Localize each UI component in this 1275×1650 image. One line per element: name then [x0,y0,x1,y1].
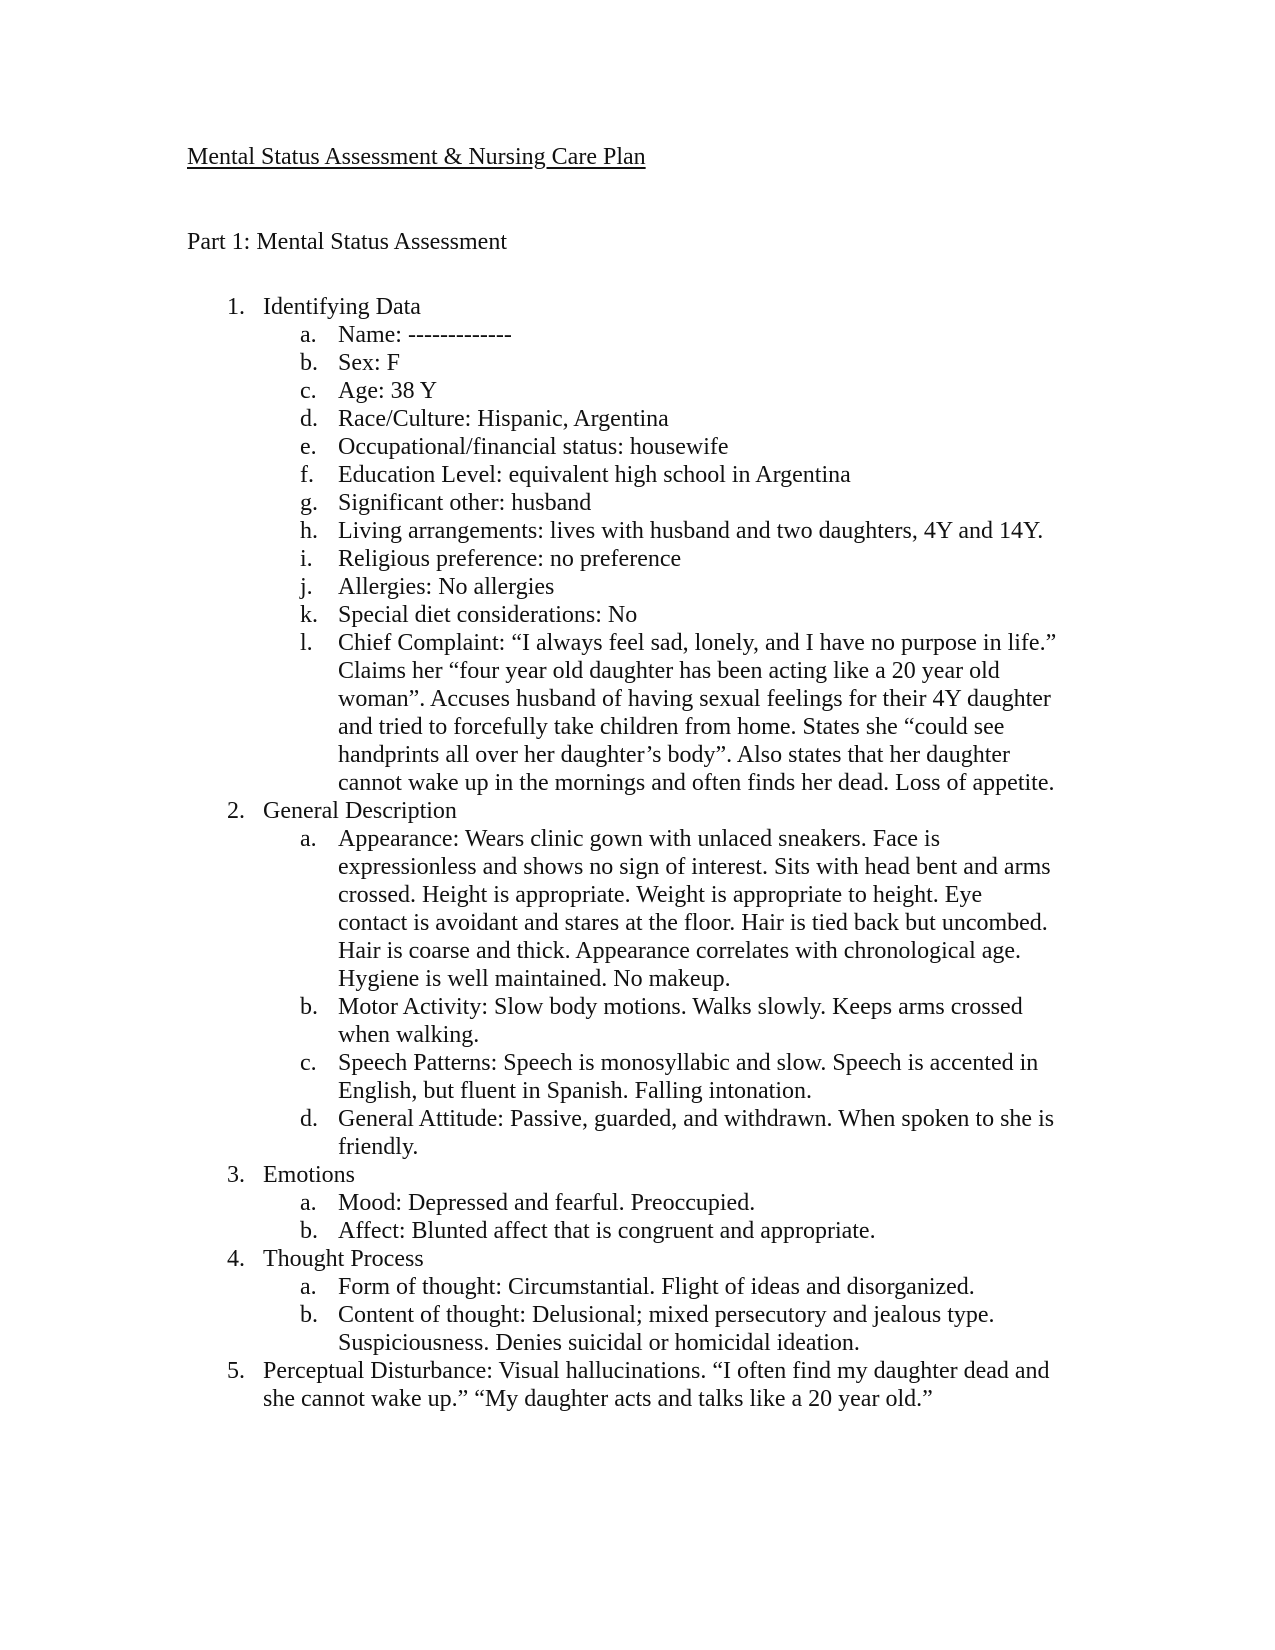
list-item [0,1217,1275,1245]
item-text-line: friendly. [338,1134,419,1160]
item-text-line: Hair is coarse and thick. Appearance correlates with chronological age. [338,938,1022,964]
item-letter: g. [300,490,318,516]
section-heading [0,293,1275,321]
section-number: 5. [227,1358,245,1384]
item-letter: d. [300,1106,318,1132]
section-number: 2. [227,798,245,824]
item-letter: b. [300,1218,318,1244]
item-letter: a. [300,322,317,348]
item-text-line: Race/Culture: Hispanic, Argentina [338,406,669,432]
item-letter: a. [300,1274,317,1300]
item-text-line: Age: 38 Y [338,378,438,404]
item-text-line: Significant other: husband [338,490,592,516]
part-heading: Part 1: Mental Status Assessment [187,229,507,255]
section-text-line: Perceptual Disturbance: Visual hallucinations. “I often find my daughter dead and [263,1358,1050,1384]
list-item [0,1189,1275,1217]
list-item [0,1273,1275,1301]
item-letter: a. [300,826,317,852]
item-text-line: Allergies: No allergies [338,574,555,600]
item-letter: k. [300,602,318,628]
section-number: 3. [227,1162,245,1188]
section-heading [0,797,1275,825]
item-letter: i. [300,546,313,572]
item-text-line: Appearance: Wears clinic gown with unlaced sneakers. Face is [338,826,941,852]
section-text-line: Identifying Data [263,294,421,320]
list-item [0,1105,1275,1161]
list-item [0,461,1275,489]
item-text-line: woman”. Accuses husband of having sexual feelings for their 4Y daughter [338,686,1051,712]
item-text-line: and tried to forcefully take children from home. States she “could see [338,714,1005,740]
section-heading [0,1161,1275,1189]
item-text-line: Sex: F [338,350,401,376]
item-text-line: crossed. Height is appropriate. Weight is appropriate to height. Eye [338,882,983,908]
item-text-line: Hygiene is well maintained. No makeup. [338,966,731,992]
list-item [0,321,1275,349]
list-item [0,1301,1275,1357]
section-text-line: she cannot wake up.” “My daughter acts and talks like a 20 year old.” [263,1386,933,1412]
list-item [0,825,1275,993]
item-text-line: Claims her “four year old daughter has been acting like a 20 year old [338,658,1000,684]
list-item [0,573,1275,601]
list-item [0,377,1275,405]
list-item [0,993,1275,1049]
item-letter: b. [300,994,318,1020]
list-item [0,489,1275,517]
assessment-section [0,1161,1275,1245]
item-text-line: Mood: Depressed and fearful. Preoccupied. [338,1190,756,1216]
list-item [0,349,1275,377]
item-text-line: Education Level: equivalent high school in Argentina [338,462,851,488]
item-letter: f. [300,462,314,488]
item-text-line: Form of thought: Circumstantial. Flight of ideas and disorganized. [338,1274,975,1300]
section-heading [0,1357,1275,1413]
item-text-line: contact is avoidant and stares at the floor. Hair is tied back but uncombed. [338,910,1048,936]
list-item [0,601,1275,629]
assessment-sections [0,293,1275,1413]
list-item [0,405,1275,433]
item-letter: b. [300,350,318,376]
assessment-section [0,1245,1275,1357]
section-text-line: Emotions [263,1162,356,1188]
item-text-line: Motor Activity: Slow body motions. Walks slowly. Keeps arms crossed [338,994,1023,1020]
document-title: Mental Status Assessment & Nursing Care Plan [187,144,646,170]
item-letter: c. [300,378,317,404]
item-letter: c. [300,1050,317,1076]
section-text-line: Thought Process [263,1246,424,1272]
item-letter: b. [300,1302,318,1328]
list-item [0,1049,1275,1105]
item-text-line: Name: ------------- [338,322,512,348]
section-number: 1. [227,294,245,320]
item-text-line: expressionless and shows no sign of interest. Sits with head bent and arms [338,854,1051,880]
item-letter: d. [300,406,318,432]
item-text-line: Suspiciousness. Denies suicidal or homicidal ideation. [338,1330,860,1356]
item-letter: h. [300,518,318,544]
section-number: 4. [227,1246,245,1272]
list-item [0,433,1275,461]
item-letter: e. [300,434,317,460]
item-text-line: Religious preference: no preference [338,546,682,572]
item-text-line: handprints all over her daughter’s body”. Also states that her daughter [338,742,1011,768]
item-text-line: Special diet considerations: No [338,602,638,628]
item-letter: a. [300,1190,317,1216]
item-text-line: Occupational/financial status: housewife [338,434,729,460]
item-text-line: Affect: Blunted affect that is congruent and appropriate. [338,1218,876,1244]
item-text-line: cannot wake up in the mornings and often finds her dead. Loss of appetite. [338,770,1055,796]
section-heading [0,1245,1275,1273]
item-text-line: Chief Complaint: “I always feel sad, lonely, and I have no purpose in life.” [338,630,1057,656]
list-item [0,629,1275,797]
section-text-line: General Description [263,798,457,824]
list-item [0,517,1275,545]
item-letter: l. [300,630,313,656]
item-text-line: when walking. [338,1022,480,1048]
item-text-line: Living arrangements: lives with husband and two daughters, 4Y and 14Y. [338,518,1044,544]
item-text-line: English, but fluent in Spanish. Falling intonation. [338,1078,812,1104]
assessment-section [0,1357,1275,1413]
item-text-line: Content of thought: Delusional; mixed persecutory and jealous type. [338,1302,995,1328]
item-text-line: General Attitude: Passive, guarded, and withdrawn. When spoken to she is [338,1106,1055,1132]
assessment-section [0,797,1275,1161]
assessment-section [0,293,1275,797]
item-letter: j. [300,574,313,600]
list-item [0,545,1275,573]
item-text-line: Speech Patterns: Speech is monosyllabic and slow. Speech is accented in [338,1050,1039,1076]
